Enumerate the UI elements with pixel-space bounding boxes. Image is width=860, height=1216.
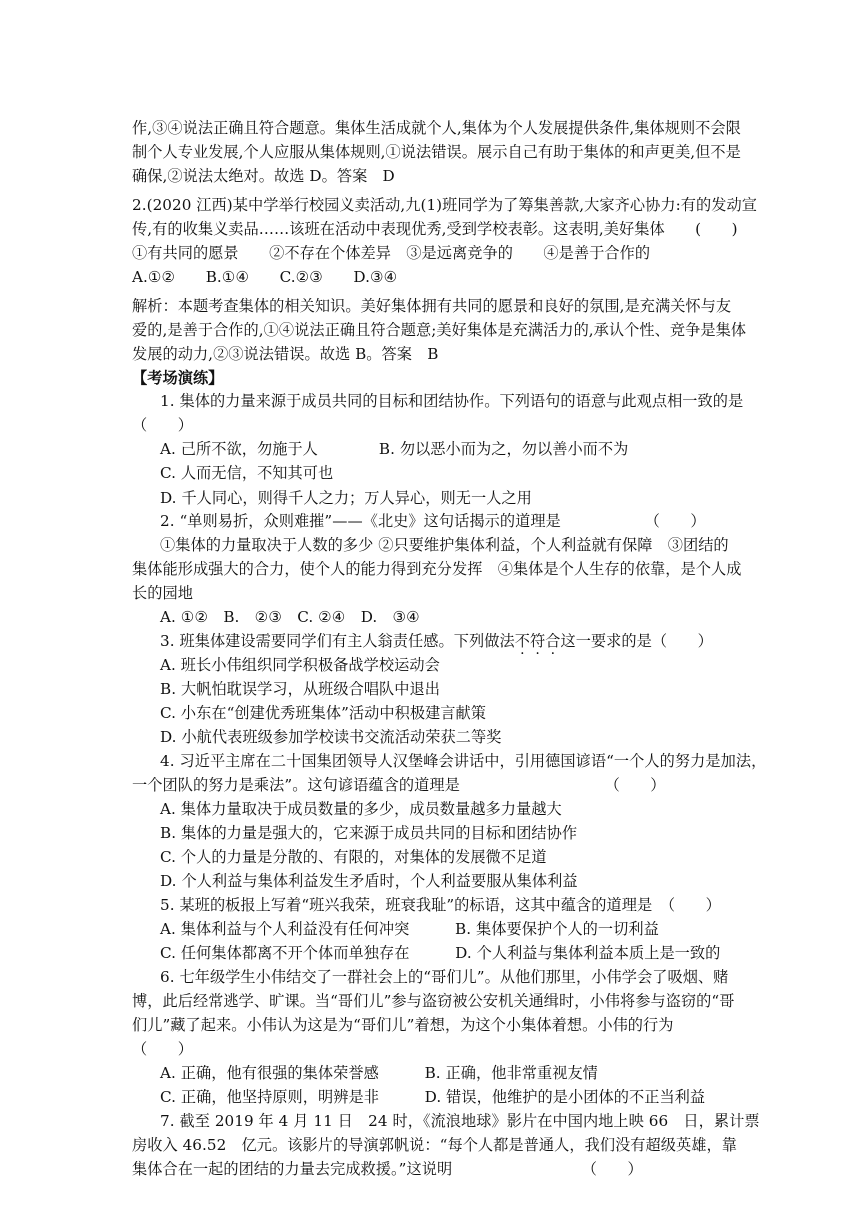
option-line: A. ①② B. ②③ C. ②④ D. ③④ — [160, 608, 420, 626]
text-line: 发展的动力,②③说法错误。故选 B。答案 B — [132, 345, 439, 363]
text-line: 2.(2020 江西)某中学举行校园义卖活动,九(1)班同学为了筹集善款,大家齐心协力:有的发动宣 — [132, 196, 757, 214]
text-line: 解析：本题考查集体的相关知识。美好集体拥有共同的愿景和良好的氛围,是充满关怀与友 — [132, 297, 732, 315]
text-line: 作,③④说法正确且符合题意。集体生活成就个人,集体为个人发展提供条件,集体规则不会限 — [132, 119, 741, 137]
text-line: A.①② B.①④ C.②③ D.③④ — [132, 268, 398, 286]
option-line: B. 大帆怕耽误学习，从班级合唱队中退出 — [160, 680, 441, 698]
text-line: 们儿”藏了起来。小伟认为这是为“哥们儿”着想，为这个小集体着想。小伟的行为 — [132, 1016, 674, 1034]
option-line: A. 己所不欲，勿施于人 B. 勿以恶小而为之，勿以善小而不为 — [160, 440, 629, 458]
question-line: 2. “单则易折，众则难摧”——《北史》这句话揭示的道理是 （ ） — [160, 512, 706, 530]
option-line: C. 人而无信，不知其可也 — [160, 464, 334, 482]
text-line: 传,有的收集义卖品……该班在活动中表现优秀,受到学校表彰。这表明,美好集体 ( ) — [132, 220, 738, 238]
option-line: A. 集体利益与个人利益没有任何冲突 B. 集体要保护个人的一切利益 — [160, 920, 659, 938]
option-line: C. 任何集体都离不开个体而单独存在 D. 个人利益与集体利益本质上是一致的 — [160, 944, 721, 962]
option-line: C. 个人的力量是分散的、有限的，对集体的发展微不足道 — [160, 848, 547, 866]
option-line: D. 小航代表班级参加学校读书交流活动荣获二等奖 — [160, 728, 502, 746]
text-line: （ ） — [132, 1040, 193, 1058]
option-line: C. 小东在“创建优秀班集体”活动中积极建言献策 — [160, 704, 487, 722]
question-line: 1. 集体的力量来源于成员共同的目标和团结协作。下列语句的语意与此观点相一致的是 — [160, 392, 744, 410]
option-line: A. 集体力量取决于成员数量的多少，成员数量越多力量越大 — [160, 800, 562, 818]
option-line: C. 正确，他坚持原则，明辨是非 D. 错误，他维护的是小团体的不正当利益 — [160, 1088, 706, 1106]
option-line: D. 个人利益与集体利益发生矛盾时，个人利益要服从集体利益 — [160, 872, 578, 890]
question-line: 3. 班集体建设需要同学们有主人翁责任感。下列做法不符合这一要求的是（ ） — [160, 632, 713, 650]
text-line: 房收入 46.52 亿元。该影片的导演郭帆说：“每个人都是普通人，我们没有超级英雄，靠 — [132, 1136, 737, 1154]
text-line: ①有共同的愿景 ②不存在个体差异 ③是远离竞争的 ④是善于合作的 — [132, 244, 651, 262]
text-line: 集体合在一起的团结的力量去完成救援。”这说明 （ ） — [132, 1160, 643, 1178]
text-line: （ ） — [132, 416, 193, 434]
text-line: 长的园地 — [132, 584, 193, 602]
text-line: 制个人专业发展,个人应服从集体规则,①说法错误。展示自己有助于集体的和声更美,但不是 — [132, 143, 741, 161]
option-line: A. 正确，他有很强的集体荣誉感 B. 正确，他非常重视友情 — [160, 1064, 598, 1082]
option-line: D. 千人同心，则得千人之力；万人异心，则无一人之用 — [160, 489, 532, 507]
text-line: 一个团队的努力是乘法”。这句谚语蕴含的道理是 （ ） — [132, 776, 666, 794]
text-line: 集体能形成强大的合力，使个人的能力得到充分发挥 ④集体是个人生存的依靠，是个人成 — [132, 560, 742, 578]
question-line: 4. 习近平主席在二十国集团领导人汉堡峰会讲话中，引用德国谚语“一个人的努力是加法， — [160, 752, 767, 770]
text-line: 博，此后经常逃学、旷课。当“哥们儿”参与盗窃被公安机关通缉时，小伟将参与盗窃的“哥 — [132, 992, 735, 1010]
question-line: 7. 截至 2019 年 4 月 11 日 24 时，《流浪地球》影片在中国内地上映 66 日，累计票 — [160, 1112, 760, 1130]
option-line: B. 集体的力量是强大的，它来源于成员共同的目标和团结协作 — [160, 824, 578, 842]
question-line: 5. 某班的板报上写着“班兴我荣，班衰我耻”的标语，这其中蕴含的道理是 （ ） — [160, 896, 721, 914]
question-line: 6. 七年级学生小伟结交了一群社会上的“哥们儿”。从他们那里，小伟学会了吸烟、赌 — [160, 968, 729, 986]
text-line: ①集体的力量取决于人数的多少 ②只要维护集体利益，个人利益就有保障 ③团结的 — [160, 536, 729, 554]
text-line: 确保,②说法太绝对。故选 D。答案 D — [132, 167, 395, 185]
text-line: 爱的,是善于合作的,①④说法正确且符合题意;美好集体是充满活力的,承认个性、竞争是集体 — [132, 321, 747, 339]
option-line: A. 班长小伟组织同学积极备战学校运动会 — [160, 656, 440, 674]
section-heading: 【考场演练】 — [132, 369, 224, 387]
